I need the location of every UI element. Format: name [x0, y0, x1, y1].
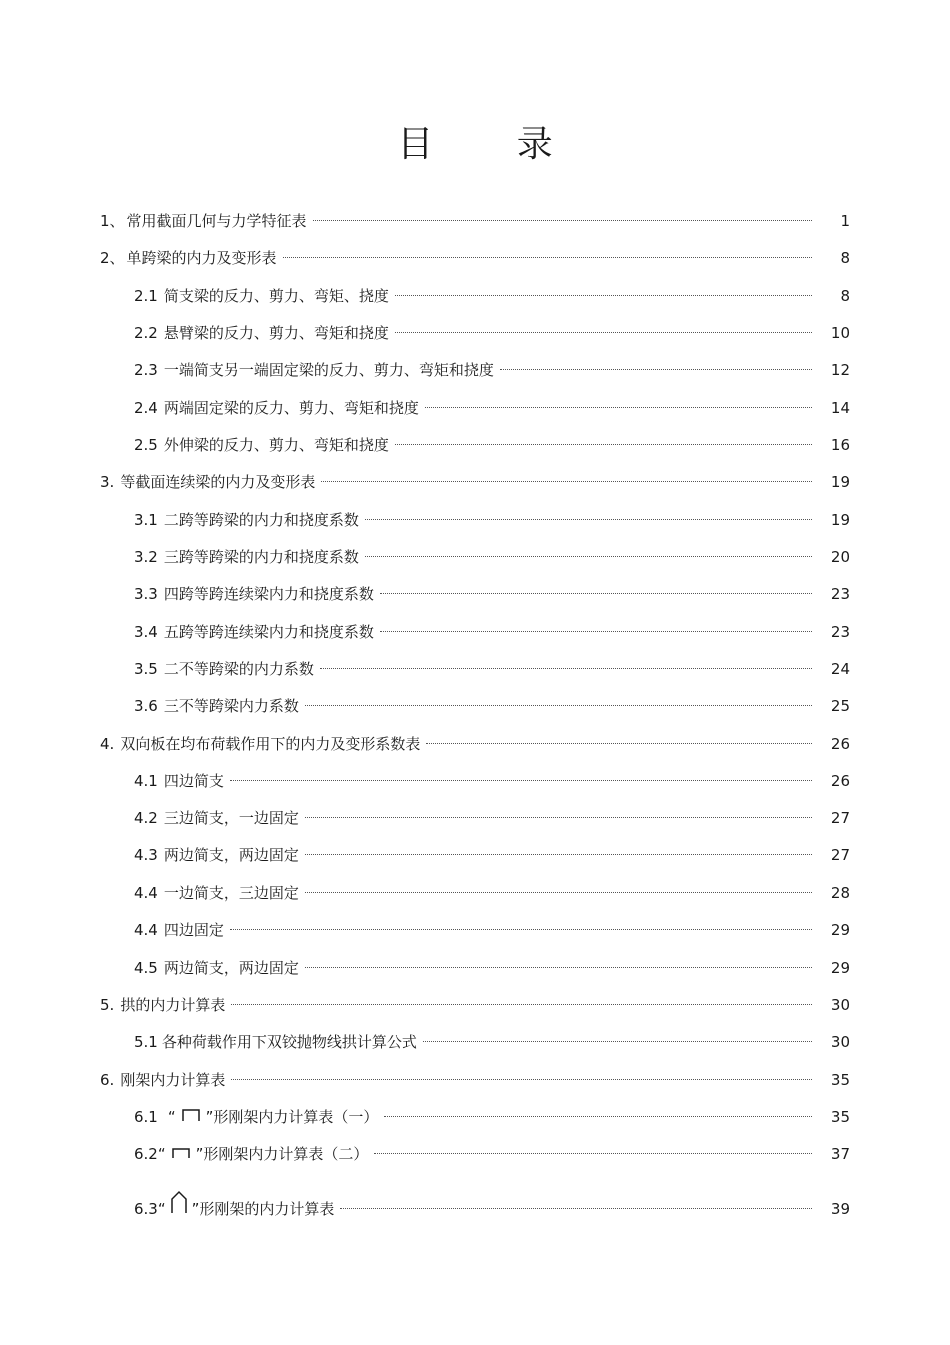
- toc-entry-title: 拱的内力计算表: [120, 996, 226, 1014]
- toc-entry-number: 2.4: [134, 399, 158, 417]
- toc-entry-number: 6.1: [134, 1108, 158, 1126]
- toc-entry-page: 29: [830, 959, 850, 977]
- toc-entry-title: 三跨等跨梁的内力和挠度系数: [163, 548, 359, 566]
- toc-entry-title: 形刚架内力计算表（二）: [203, 1145, 369, 1163]
- dot-leader: [423, 1041, 812, 1042]
- toc-entry-page: 12: [830, 361, 850, 379]
- toc-entry-page: 28: [830, 884, 850, 902]
- dot-leader: [395, 295, 812, 296]
- toc-entry-title: 常用截面几何与力学特征表: [126, 212, 307, 230]
- toc-entry-2-3[interactable]: [134, 356, 850, 384]
- toc-entry-2-2[interactable]: [134, 319, 850, 347]
- quote-open: “: [167, 1108, 176, 1126]
- toc-entry-4-2[interactable]: [134, 804, 850, 832]
- toc-entry-6-1[interactable]: [134, 1103, 850, 1131]
- page-title: 目 录: [397, 124, 589, 165]
- toc-entry-2-1[interactable]: [134, 282, 850, 310]
- toc-entry-number: 3.2: [134, 548, 158, 566]
- toc-entry-title: 三边简支，一边固定: [163, 809, 299, 827]
- dot-leader: [384, 1116, 812, 1117]
- toc-entry-page: 8: [840, 287, 850, 305]
- toc-entry-page: 26: [830, 772, 850, 790]
- toc-entry-title: 刚架内力计算表: [120, 1071, 226, 1089]
- toc-entry-number: 4.2: [134, 809, 158, 827]
- toc-entry-4-4a[interactable]: [134, 879, 850, 907]
- toc-entry-title: 四跨等跨连续梁内力和挠度系数: [163, 585, 374, 603]
- toc-entry-4[interactable]: [100, 730, 850, 758]
- toc-entry-number: 4.3: [134, 846, 158, 864]
- dot-leader: [374, 1153, 812, 1154]
- toc-entry-title: 双向板在均布荷载作用下的内力及变形系数表: [120, 735, 421, 753]
- toc-entry-number: 6.2: [134, 1145, 158, 1163]
- toc-entry-title: 两边简支，两边固定: [163, 959, 299, 977]
- toc-entry-page: 27: [830, 846, 850, 864]
- toc-entry-title: 一边简支，三边固定: [163, 884, 299, 902]
- toc-entry-title: 形刚架的内力计算表: [199, 1200, 335, 1218]
- toc-entry-number: 2、: [100, 249, 125, 267]
- dot-leader: [365, 519, 812, 520]
- dot-leader: [231, 1079, 812, 1080]
- toc-entry-page: 1: [840, 212, 850, 230]
- quote-close: ”: [191, 1200, 200, 1218]
- toc-entry-page: 30: [830, 996, 850, 1014]
- dot-leader: [305, 854, 812, 855]
- dot-leader: [380, 593, 812, 594]
- dot-leader: [283, 257, 812, 258]
- toc-entry-page: 26: [830, 735, 850, 753]
- toc-entry-page: 29: [830, 921, 850, 939]
- dot-leader: [305, 817, 812, 818]
- toc-entry-page: 14: [830, 399, 850, 417]
- toc-entry-number: 3.1: [134, 511, 158, 529]
- dot-leader: [500, 369, 812, 370]
- dot-leader: [305, 705, 812, 706]
- toc-entry-3-4[interactable]: [134, 618, 850, 646]
- dot-leader: [313, 220, 812, 221]
- toc-entry-title: 各种荷载作用下双铰抛物线拱计算公式: [161, 1033, 417, 1051]
- toc-entry-4-4b[interactable]: [134, 916, 850, 944]
- quote-open: “: [157, 1200, 166, 1218]
- toc-entry-page: 35: [830, 1071, 850, 1089]
- toc-entry-title: 等截面连续梁的内力及变形表: [120, 473, 316, 491]
- toc-entry-3-3[interactable]: [134, 580, 850, 608]
- gable-frame-icon: [169, 1190, 189, 1214]
- toc-entry-6-2[interactable]: [134, 1140, 850, 1168]
- toc-entry-title: 三不等跨梁内力系数: [163, 697, 299, 715]
- toc-entry-2-4[interactable]: [134, 394, 850, 422]
- double-bay-frame-icon: [169, 1143, 193, 1159]
- dot-leader: [230, 929, 812, 930]
- dot-leader: [305, 892, 812, 893]
- toc-entry-3[interactable]: [100, 468, 850, 496]
- dot-leader: [340, 1208, 812, 1209]
- toc-entry-page: 27: [830, 809, 850, 827]
- toc-entry-4-1[interactable]: [134, 767, 850, 795]
- toc-entry-title: 两端固定梁的反力、剪力、弯矩和挠度: [163, 399, 419, 417]
- toc-entry-title: 四边固定: [163, 921, 224, 939]
- toc-entry-number: 5.: [100, 996, 115, 1014]
- dot-leader: [395, 444, 812, 445]
- toc-entry-page: 23: [830, 623, 850, 641]
- quote-close: ”: [195, 1145, 204, 1163]
- dot-leader: [230, 780, 812, 781]
- toc-entry-title: 二不等跨梁的内力系数: [163, 660, 314, 678]
- toc-entry-page: 16: [830, 436, 850, 454]
- toc-entry-4-3[interactable]: [134, 841, 850, 869]
- toc-entry-title: 单跨梁的内力及变形表: [126, 249, 277, 267]
- toc-entry-page: 19: [830, 511, 850, 529]
- toc-entry-number: 1、: [100, 212, 125, 230]
- toc-entry-1[interactable]: [100, 207, 850, 235]
- dot-leader: [395, 332, 812, 333]
- dot-leader: [231, 1004, 812, 1005]
- toc-entry-2[interactable]: [100, 244, 850, 272]
- dot-leader: [425, 407, 812, 408]
- toc-entry-number: 4.1: [134, 772, 158, 790]
- toc-entry-3-2[interactable]: [134, 543, 850, 571]
- toc-entry-page: 23: [830, 585, 850, 603]
- toc-entry-3-6[interactable]: [134, 692, 850, 720]
- toc-entry-number: 3.4: [134, 623, 158, 641]
- toc-entry-page: 37: [830, 1145, 850, 1163]
- dot-leader: [426, 743, 812, 744]
- toc-entry-4-5[interactable]: [134, 954, 850, 982]
- toc-entry-number: 2.5: [134, 436, 158, 454]
- toc-entry-title: 简支梁的反力、剪力、弯矩、挠度: [163, 287, 389, 305]
- toc-entry-number: 4.5: [134, 959, 158, 977]
- toc-entry-page: 30: [830, 1033, 850, 1051]
- toc-entry-title: 五跨等跨连续梁内力和挠度系数: [163, 623, 374, 641]
- toc-entry-page: 8: [840, 249, 850, 267]
- portal-frame-icon: [179, 1106, 203, 1122]
- toc-entry-page: 39: [830, 1200, 850, 1218]
- toc-entry-number: 3.3: [134, 585, 158, 603]
- toc-entry-number: 4.4: [134, 884, 158, 902]
- toc-entry-number: 2.3: [134, 361, 158, 379]
- toc-entry-page: 25: [830, 697, 850, 715]
- quote-open: “: [157, 1145, 166, 1163]
- toc-entry-title: 悬臂梁的反力、剪力、弯矩和挠度: [163, 324, 389, 342]
- toc-entry-3-5[interactable]: [134, 655, 850, 683]
- toc-entry-title: 一端简支另一端固定梁的反力、剪力、弯矩和挠度: [163, 361, 494, 379]
- dot-leader: [305, 967, 812, 968]
- toc-entry-2-5[interactable]: [134, 431, 850, 459]
- toc-entry-page: 19: [830, 473, 850, 491]
- toc-entry-page: 35: [830, 1108, 850, 1126]
- dot-leader: [320, 668, 812, 669]
- dot-leader: [365, 556, 812, 557]
- toc-entry-5-1[interactable]: [134, 1028, 850, 1056]
- toc-entry-title: 两边简支，两边固定: [163, 846, 299, 864]
- toc-entry-page: 20: [830, 548, 850, 566]
- toc-entry-title: 外伸梁的反力、剪力、弯矩和挠度: [163, 436, 389, 454]
- dot-leader: [380, 631, 812, 632]
- toc-entry-number: 3.5: [134, 660, 158, 678]
- toc-entry-number: 5.1: [134, 1033, 158, 1051]
- toc-entry-number: 2.2: [134, 324, 158, 342]
- toc-entry-number: 3.: [100, 473, 115, 491]
- toc-entry-6[interactable]: [100, 1066, 850, 1094]
- toc-entry-number: 3.6: [134, 697, 158, 715]
- toc-entry-number: 4.: [100, 735, 115, 753]
- toc-entry-number: 2.1: [134, 287, 158, 305]
- toc-entry-3-1[interactable]: [134, 506, 850, 534]
- toc-entry-title: 形刚架内力计算表（一）: [213, 1108, 379, 1126]
- toc-entry-number: 4.4: [134, 921, 158, 939]
- toc-entry-6-3[interactable]: [134, 1190, 850, 1218]
- quote-close: ”: [205, 1108, 214, 1126]
- toc-entry-title: 四边简支: [163, 772, 224, 790]
- toc-entry-page: 10: [830, 324, 850, 342]
- toc-entry-5[interactable]: [100, 991, 850, 1019]
- toc-entry-number: 6.3: [134, 1200, 158, 1218]
- dot-leader: [321, 481, 812, 482]
- toc-entry-page: 24: [830, 660, 850, 678]
- toc-entry-title: 二跨等跨梁的内力和挠度系数: [163, 511, 359, 529]
- toc-entry-number: 6.: [100, 1071, 115, 1089]
